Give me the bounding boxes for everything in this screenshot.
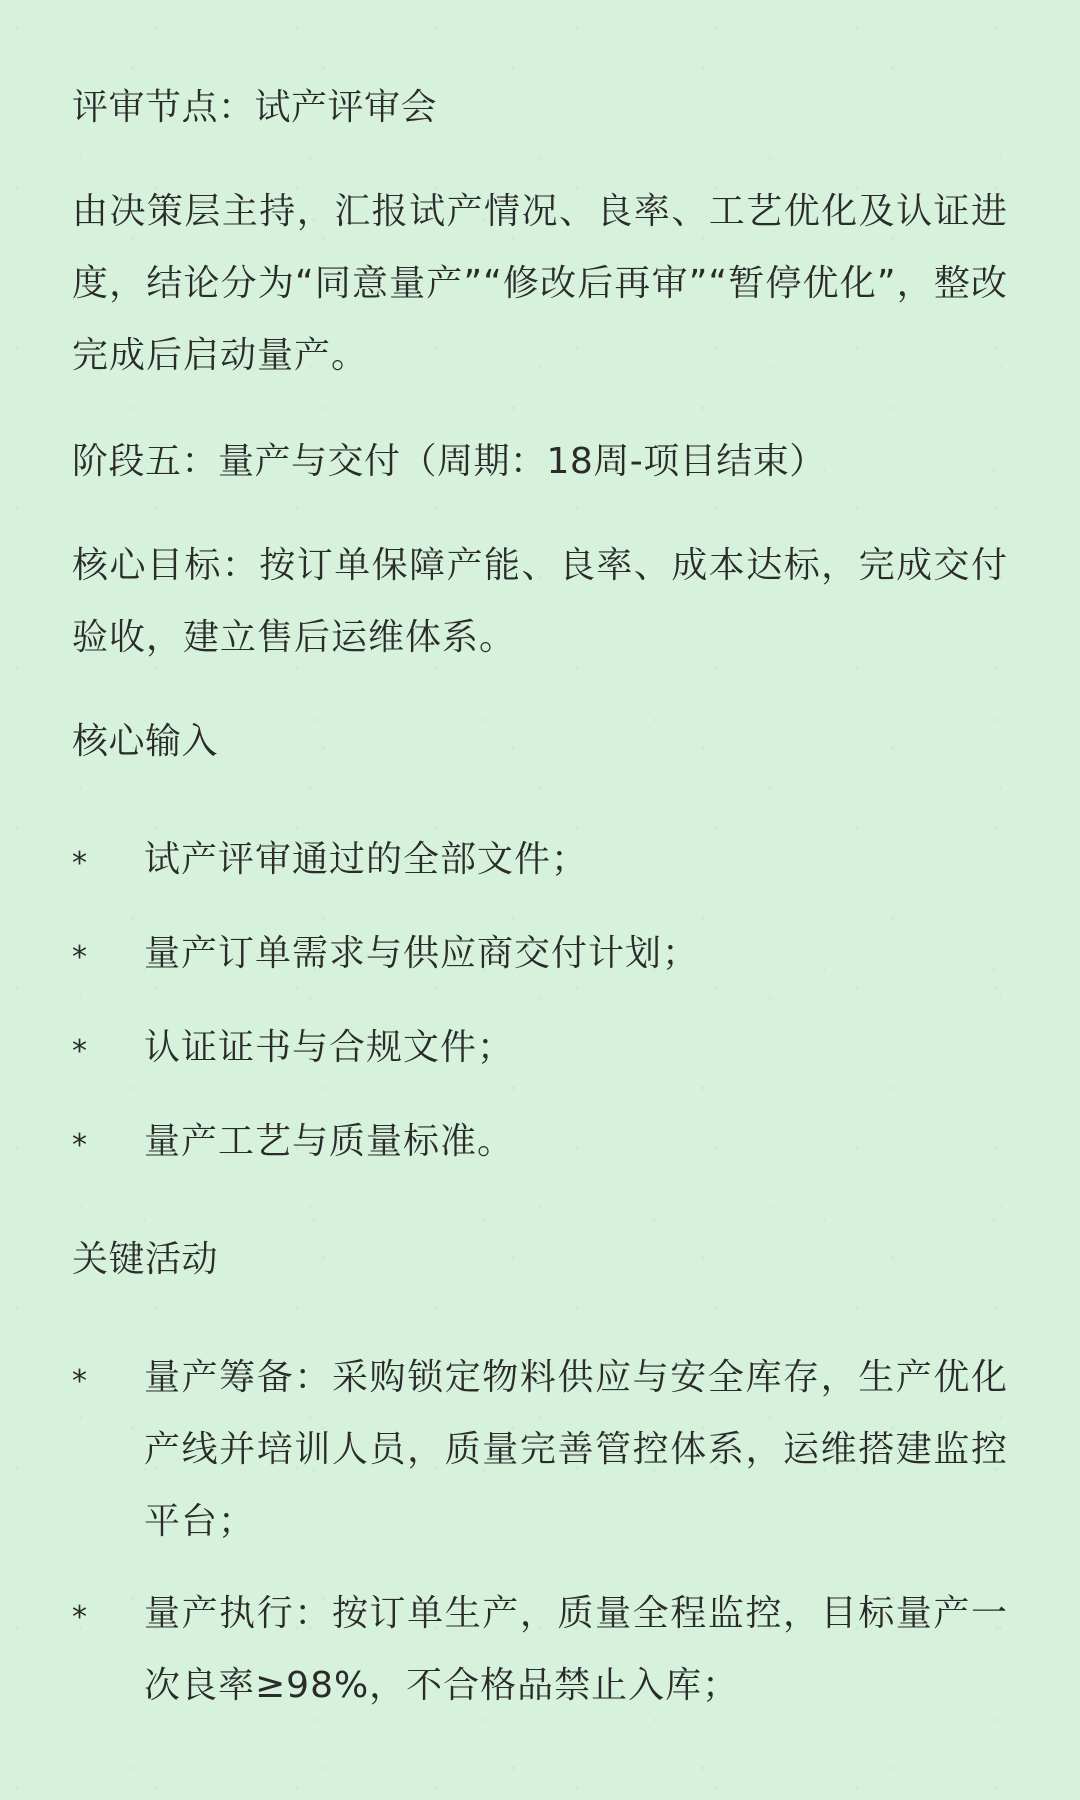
review-node-body: 由决策层主持，汇报试产情况、良率、工艺优化及认证进度，结论分为“同意量产”“修改后再审”“暂停优化”，整改完成后启动量产。 xyxy=(72,191,1008,376)
bullet-mark: * xyxy=(72,846,87,881)
stage-title: 阶段五：量产与交付（周期：18周-项目结束） xyxy=(72,441,826,482)
bullet-mark: * xyxy=(72,1034,87,1069)
inputs-heading: 核心输入 xyxy=(72,721,219,762)
input-item-text: 量产订单需求与供应商交付计划； xyxy=(144,933,700,974)
input-item-text: 认证证书与合规文件； xyxy=(144,1027,515,1068)
stage-goal: 核心目标：按订单保障产能、良率、成本达标，完成交付验收，建立售后运维体系。 xyxy=(72,545,1008,658)
review-node-title: 评审节点：试产评审会 xyxy=(72,87,438,128)
activities-heading: 关键活动 xyxy=(72,1239,219,1280)
bullet-mark: * xyxy=(72,1600,87,1635)
input-item-text: 试产评审通过的全部文件； xyxy=(144,839,589,880)
bullet-mark: * xyxy=(72,940,87,975)
bullet-mark: * xyxy=(72,1364,87,1399)
input-item-text: 量产工艺与质量标准。 xyxy=(144,1121,515,1162)
bullet-mark: * xyxy=(72,1128,87,1163)
activity-item-text: 量产筹备：采购锁定物料供应与安全库存，生产优化产线并培训人员，质量完善管控体系，运维搭建监控平台； xyxy=(144,1357,1008,1542)
activity-item-text: 量产执行：按订单生产，质量全程监控，目标量产一次良率≥98%，不合格品禁止入库； xyxy=(144,1593,1008,1706)
